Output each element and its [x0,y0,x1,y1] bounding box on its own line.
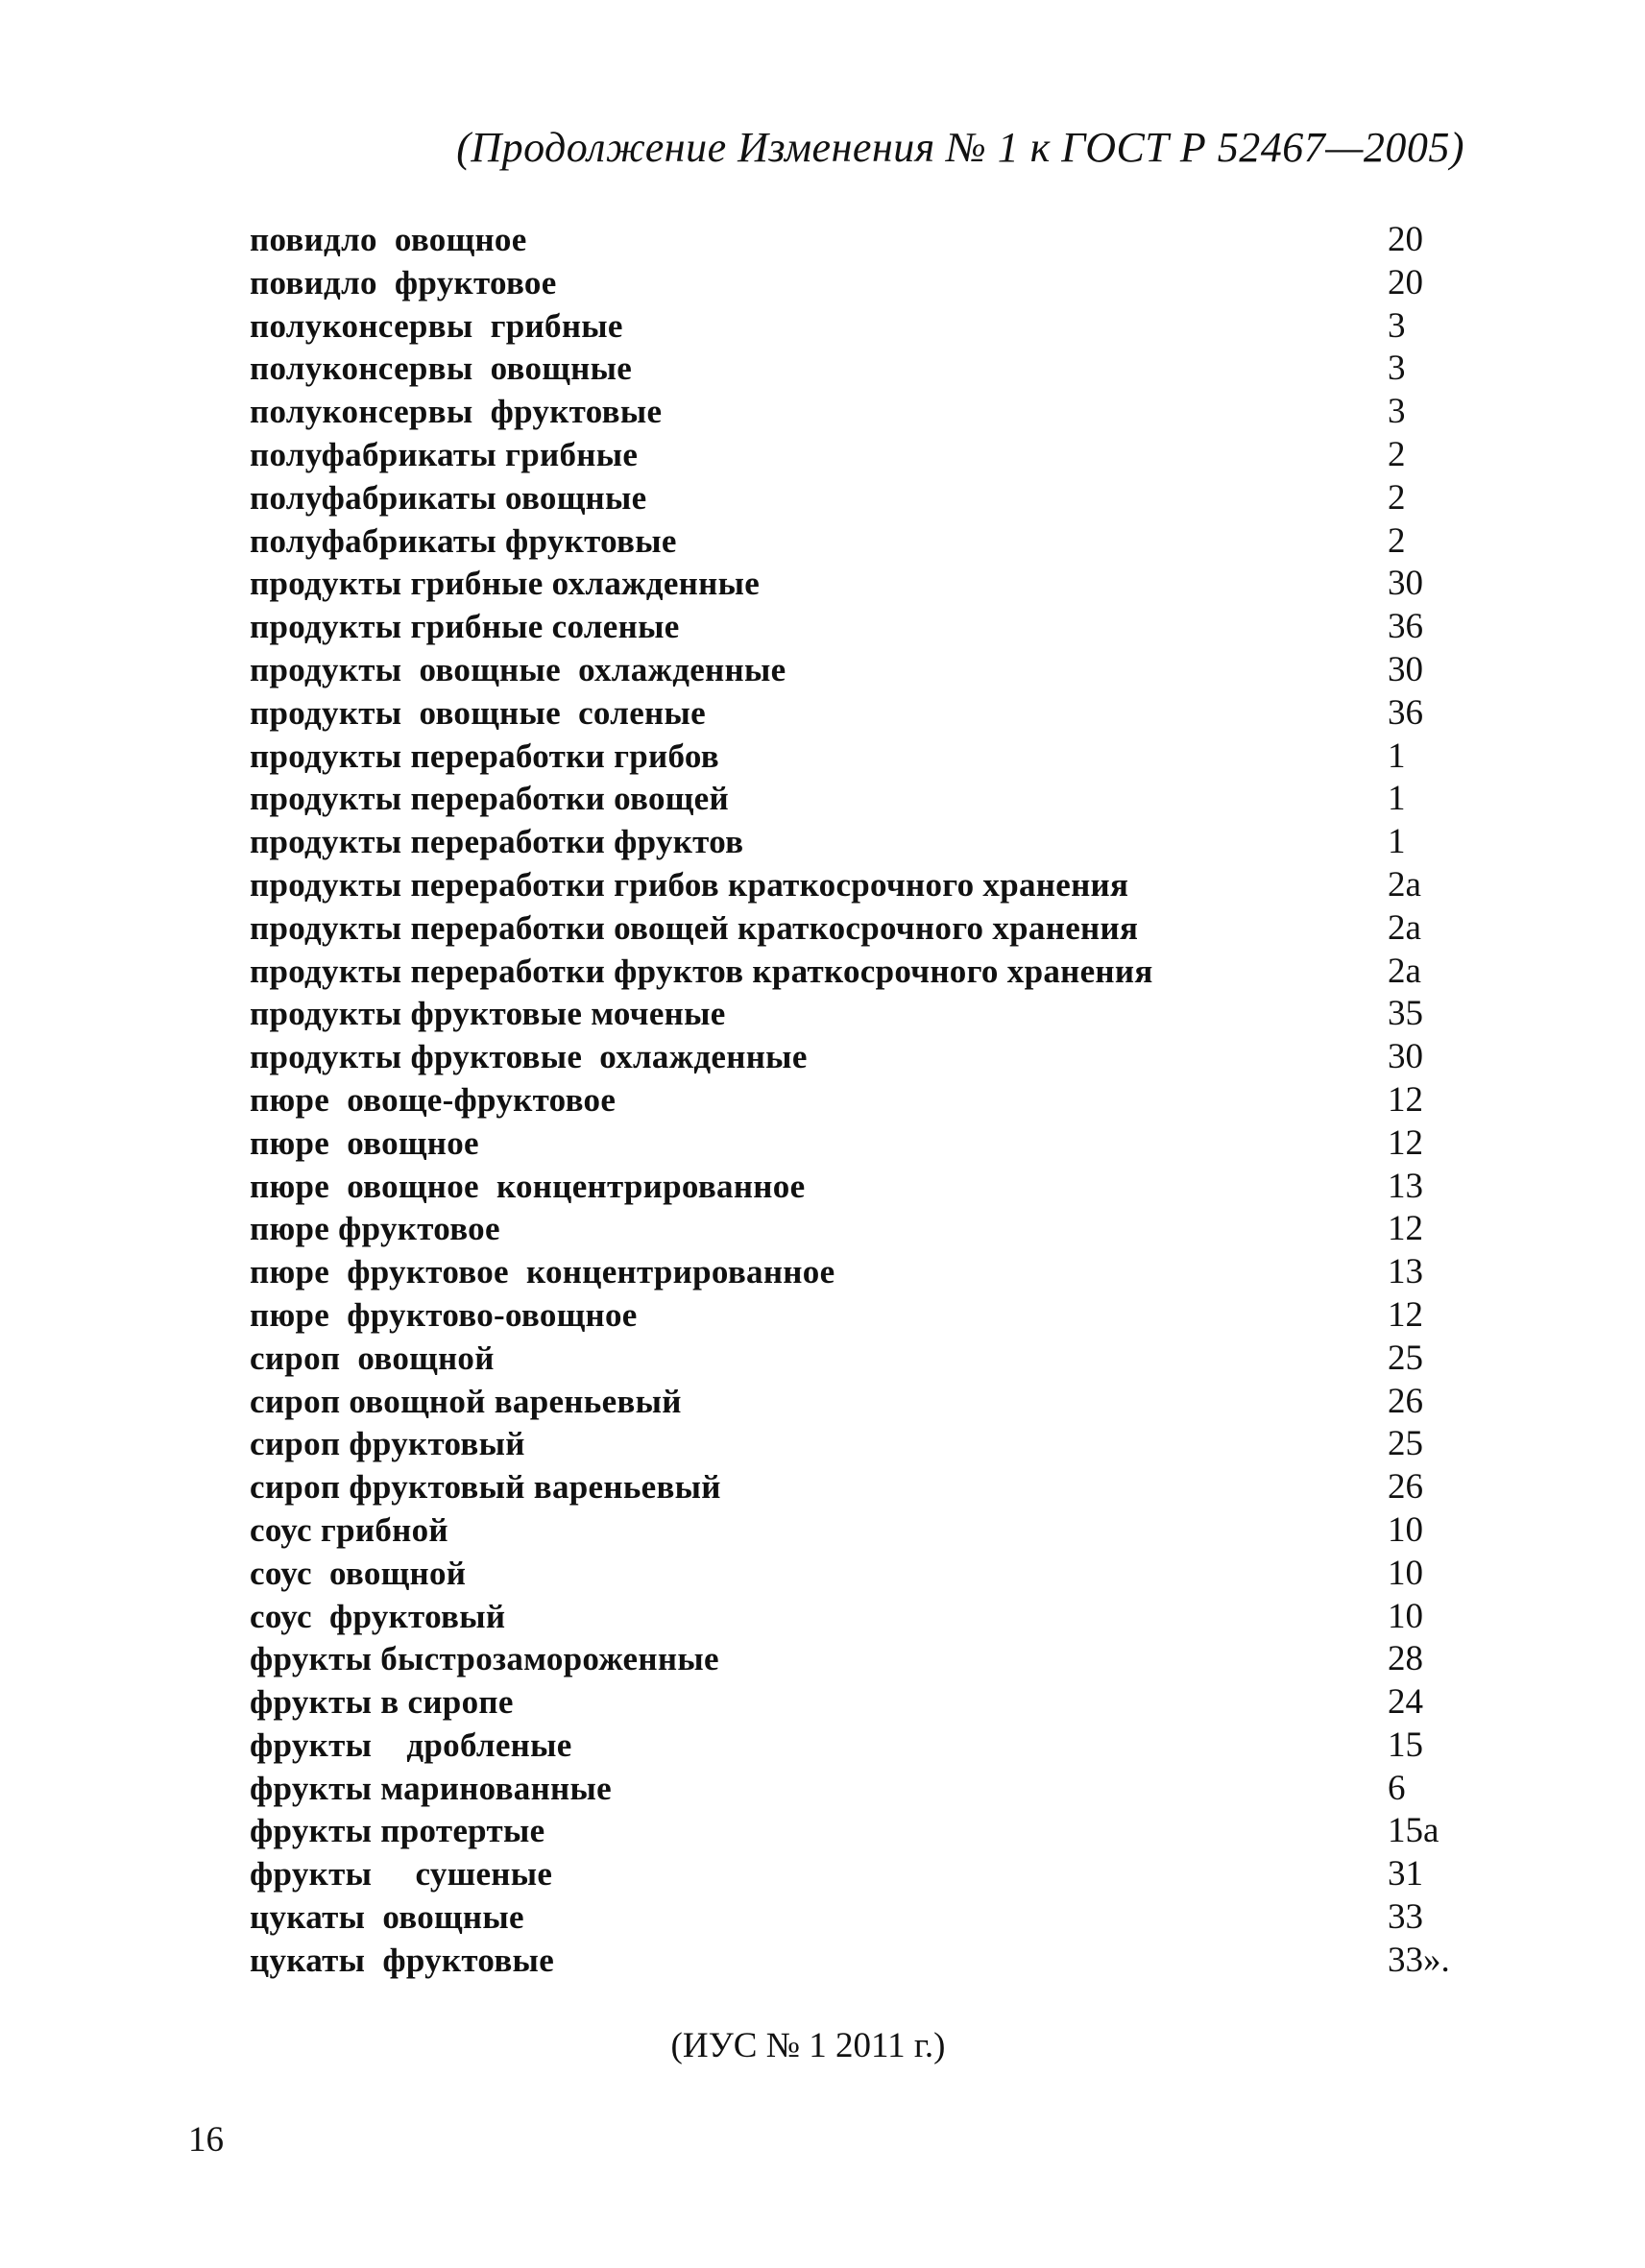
index-entry [250,1166,1460,1209]
index-entry [250,1338,1460,1381]
index-term: полуфабрикаты грибные [250,435,639,473]
index-reference-number: 3 [1388,349,1406,389]
term-index-list [250,219,1460,1983]
index-term: фрукты протертые [250,1812,545,1850]
index-reference-number: 3 [1388,305,1406,346]
index-entry [250,864,1460,907]
index-entry [250,1466,1460,1509]
index-term: соус грибной [250,1510,448,1549]
index-term: фрукты быстрозамороженные [250,1640,719,1678]
index-reference-number: 12 [1388,1079,1423,1120]
index-entry [250,907,1460,951]
index-term: продукты грибные соленые [250,608,680,646]
index-entry [250,1768,1460,1811]
index-reference-number: 2а [1388,864,1421,905]
index-term: пюре фруктовое [250,1210,500,1248]
index-term: продукты овощные охлажденные [250,650,786,688]
index-entry [250,692,1460,736]
index-reference-number: 20 [1388,262,1423,302]
index-entry [250,1725,1460,1768]
index-entry [250,520,1460,564]
index-reference-number: 36 [1388,692,1423,733]
index-term: цукаты фруктовые [250,1941,555,1979]
index-term: пюре овощное концентрированное [250,1167,806,1205]
index-term: повидло фруктовое [250,263,557,302]
index-reference-number: 24 [1388,1682,1423,1723]
index-reference-number: 36 [1388,607,1423,647]
index-entry [250,305,1460,349]
index-entry [250,563,1460,606]
index-reference-number: 13 [1388,1252,1423,1292]
index-reference-number: 20 [1388,220,1423,259]
index-reference-number: 10 [1388,1509,1423,1550]
index-entry [250,1079,1460,1122]
index-term: фрукты дробленые [250,1725,572,1764]
index-entry [250,1596,1460,1639]
index-reference-number: 15 [1388,1725,1423,1765]
index-reference-number: 30 [1388,649,1423,689]
index-entry [250,821,1460,864]
index-reference-number: 28 [1388,1639,1423,1679]
index-reference-number: 15а [1388,1811,1439,1851]
index-reference-number: 1 [1388,736,1406,776]
index-term: продукты переработки фруктов краткосрочного хранения [250,952,1153,990]
index-term: продукты переработки фруктов [250,823,744,861]
index-term: продукты переработки овощей [250,780,729,818]
index-term: пюре овощное [250,1123,479,1162]
index-entry [250,1423,1460,1466]
index-term: продукты грибные охлажденные [250,565,761,603]
index-term: полуфабрикаты овощные [250,478,647,517]
index-reference-number: 13 [1388,1166,1423,1206]
index-entry [250,1122,1460,1166]
index-reference-number: 31 [1388,1854,1423,1894]
index-entry [250,778,1460,821]
index-entry [250,1681,1460,1725]
index-reference-number: 3 [1388,392,1406,432]
index-entry [250,434,1460,477]
index-term: соус овощной [250,1554,467,1592]
index-entry [250,1638,1460,1681]
index-entry [250,1896,1460,1940]
index-term: полуконсервы овощные [250,350,633,388]
index-term: пюре фруктово-овощное [250,1295,638,1334]
index-entry [250,219,1460,262]
index-reference-number: 26 [1388,1381,1423,1421]
index-term: сироп фруктовый [250,1425,525,1463]
index-reference-number: 1 [1388,779,1406,819]
index-reference-number: 2 [1388,477,1406,518]
index-entry [250,1381,1460,1424]
index-entry [250,1810,1460,1853]
index-reference-number: 2 [1388,520,1406,561]
index-entry [250,606,1460,649]
index-term: фрукты маринованные [250,1769,612,1807]
index-reference-number: 10 [1388,1553,1423,1593]
index-term: фрукты сушеные [250,1855,553,1894]
index-term: продукты фруктовые моченые [250,995,726,1033]
index-term: пюре овоще-фруктовое [250,1080,617,1119]
index-reference-number: 10 [1388,1596,1423,1636]
index-entry [250,1251,1460,1294]
index-term: соус фруктовый [250,1597,506,1635]
index-term: продукты фруктовые охлажденные [250,1038,808,1076]
index-term: продукты переработки овощей краткосрочного хранения [250,908,1139,947]
index-reference-number: 2 [1388,434,1406,474]
index-entry [250,649,1460,692]
index-term: повидло овощное [250,221,527,258]
index-term: продукты овощные соленые [250,693,706,732]
index-entry [250,951,1460,994]
index-entry [250,391,1460,434]
index-entry [250,1509,1460,1553]
index-entry [250,477,1460,520]
index-term: цукаты овощные [250,1898,524,1937]
source-note: (ИУС № 1 2011 г.) [670,2026,946,2065]
index-reference-number: 33». [1388,1940,1450,1980]
index-entry [250,1294,1460,1338]
index-term: сироп фруктовый вареньевый [250,1468,721,1507]
index-reference-number: 12 [1388,1209,1423,1249]
index-reference-number: 2а [1388,907,1421,948]
index-reference-number: 25 [1388,1424,1423,1464]
continuation-header: (Продолжение Изменения № 1 к ГОСТ Р 52467—2005) [456,124,1464,171]
page-number: 16 [188,2120,224,2159]
index-entry [250,1208,1460,1251]
index-entry [250,736,1460,779]
index-reference-number: 1 [1388,822,1406,862]
index-term: фрукты в сиропе [250,1683,514,1722]
index-term: полуконсервы грибные [250,306,623,345]
index-entry [250,1853,1460,1896]
index-term: полуконсервы фруктовые [250,393,663,431]
index-term: сироп овощной вареньевый [250,1382,682,1420]
index-term: продукты переработки грибов [250,736,719,775]
index-term: продукты переработки грибов краткосрочного хранения [250,865,1129,904]
index-reference-number: 30 [1388,1037,1423,1077]
index-term: полуфабрикаты фруктовые [250,521,677,560]
index-entry [250,348,1460,391]
index-entry [250,262,1460,305]
index-reference-number: 2а [1388,951,1421,991]
index-entry [250,993,1460,1036]
index-reference-number: 12 [1388,1294,1423,1335]
index-reference-number: 30 [1388,564,1423,604]
index-reference-number: 26 [1388,1467,1423,1508]
index-entry [250,1940,1460,1983]
index-entry [250,1036,1460,1079]
index-reference-number: 35 [1388,994,1423,1034]
index-reference-number: 25 [1388,1338,1423,1378]
index-reference-number: 6 [1388,1768,1406,1808]
index-term: сироп овощной [250,1339,495,1377]
index-reference-number: 33 [1388,1897,1423,1938]
index-reference-number: 12 [1388,1122,1423,1163]
index-term: пюре фруктовое концентрированное [250,1253,835,1291]
index-entry [250,1553,1460,1596]
